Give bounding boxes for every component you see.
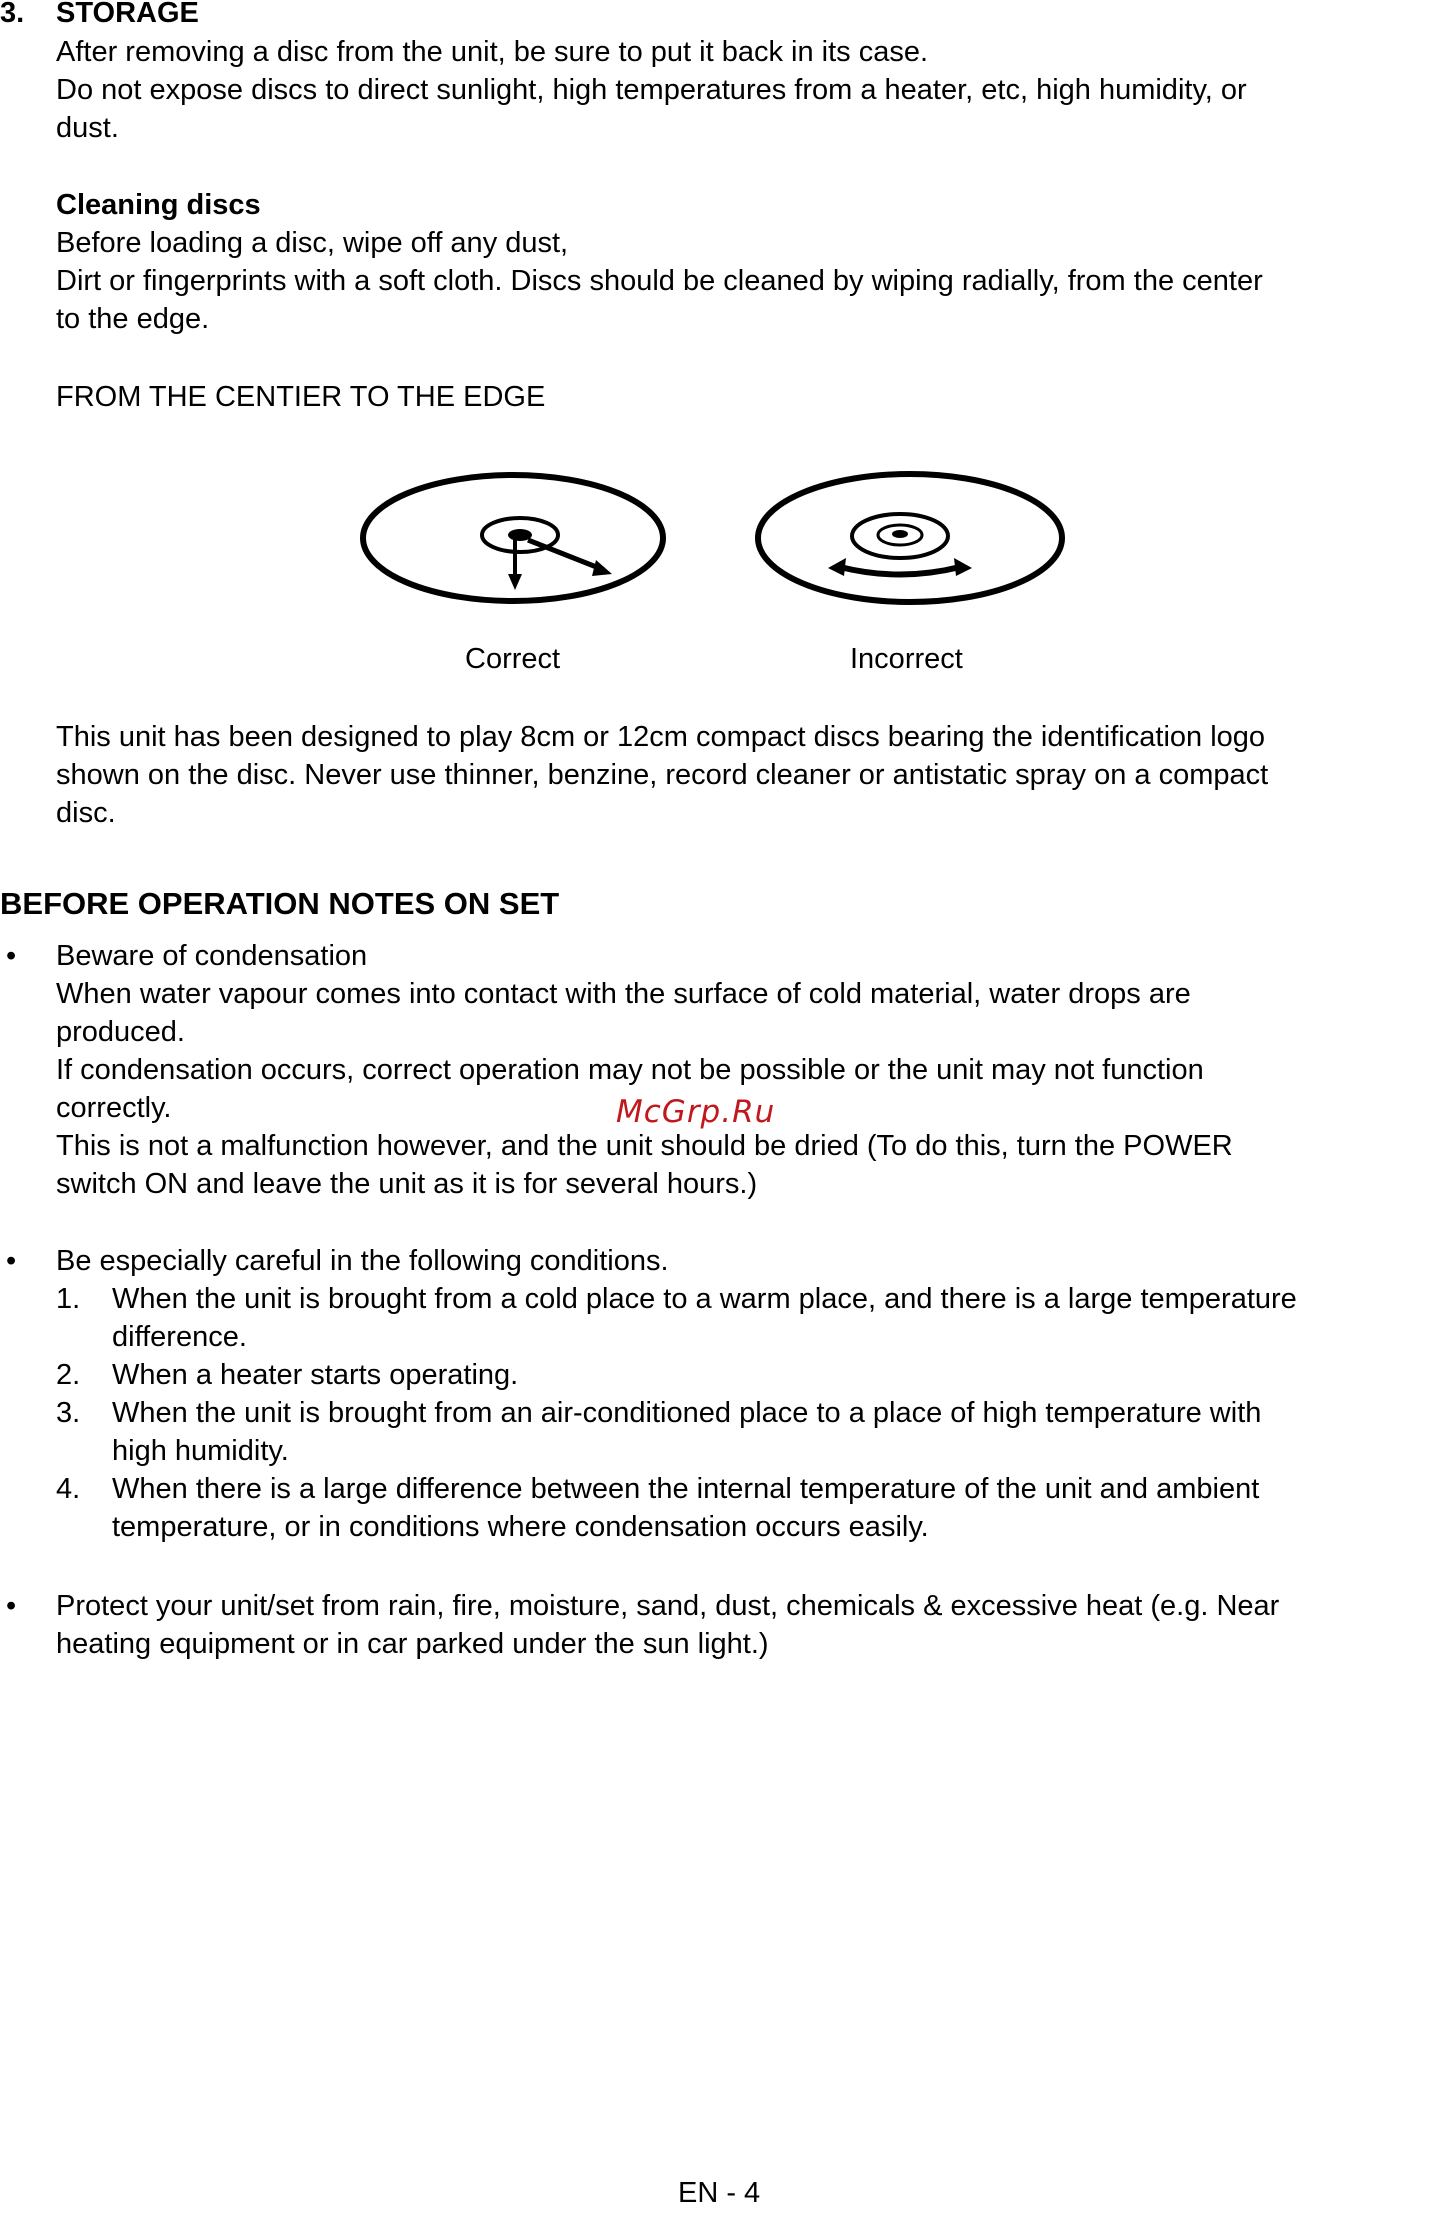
storage-heading: STORAGE [56,0,199,29]
condensation-line-2: produced. [56,1016,185,1048]
careful-item-1-line-2: difference. [112,1321,247,1353]
careful-title: Be especially careful in the following conditions. [56,1245,669,1277]
careful-item-4-line-1: When there is a large difference between the internal temperature of the unit and ambient [112,1473,1260,1505]
careful-item-1-number: 1. [56,1283,81,1315]
design-note-line-1: This unit has been designed to play 8cm or 12cm compact discs bearing the identification logo [56,721,1266,753]
condensation-title: Beware of condensation [56,940,368,972]
storage-line-1: After removing a disc from the unit, be sure to put it back in its case. [56,36,929,68]
careful-item-3-line-1: When the unit is brought from an air-conditioned place to a place of high temperature with [112,1397,1262,1429]
label-incorrect: Incorrect [850,643,963,675]
cleaning-heading: Cleaning discs [56,189,261,221]
storage-line-3: dust. [56,112,119,144]
before-operation-heading: BEFORE OPERATION NOTES ON SET [0,886,560,921]
cleaning-line-3: to the edge. [56,303,210,335]
watermark-logo: McGrp.Ru [616,1094,776,1130]
condensation-line-3: If condensation occurs, correct operation may not be possible or the unit may not function [56,1054,1204,1086]
incorrect-disc-icon [758,474,1062,602]
storage-line-2: Do not expose discs to direct sunlight, high temperatures from a heater, etc, high humidity, or [56,74,1247,106]
label-correct: Correct [465,643,561,675]
condensation-line-5: This is not a malfunction however, and the unit should be dried (To do this, turn the POWER [56,1130,1233,1162]
condensation-line-6: switch ON and leave the unit as it is for several hours.) [56,1168,758,1200]
section-number: 3. [0,0,25,29]
page-number: EN - 4 [678,2177,761,2209]
careful-item-4-line-2: temperature, or in conditions where condensation occurs easily. [112,1511,929,1543]
bullet-3: • [6,1590,17,1622]
careful-item-3-number: 3. [56,1397,81,1429]
careful-item-1-line-1: When the unit is brought from a cold place to a warm place, and there is a large temperature [112,1283,1297,1315]
careful-item-3-line-2: high humidity. [112,1435,289,1467]
careful-item-2-number: 2. [56,1359,81,1391]
bullet-1: • [6,940,17,972]
design-note-line-3: disc. [56,797,116,829]
careful-item-2-line-1: When a heater starts operating. [112,1359,519,1391]
protect-line-2: heating equipment or in car parked under the sun light.) [56,1628,769,1660]
protect-line-1: Protect your unit/set from rain, fire, moisture, sand, dust, chemicals & excessive heat (e.g. Near [56,1590,1280,1622]
condensation-line-1: When water vapour comes into contact with the surface of cold material, water drops are [56,978,1191,1010]
correct-disc-icon [363,475,663,601]
condensation-line-4: correctly. [56,1092,172,1124]
disc-cleaning-figure [350,450,1090,650]
design-note-line-2: shown on the disc. Never use thinner, benzine, record cleaner or antistatic spray on a compact [56,759,1269,791]
cleaning-line-1: Before loading a disc, wipe off any dust, [56,227,569,259]
cleaning-caption: FROM THE CENTIER TO THE EDGE [56,381,546,413]
bullet-2: • [6,1245,17,1277]
careful-item-4-number: 4. [56,1473,81,1505]
cleaning-line-2: Dirt or fingerprints with a soft cloth. Discs should be cleaned by wiping radially, from the center [56,265,1263,297]
